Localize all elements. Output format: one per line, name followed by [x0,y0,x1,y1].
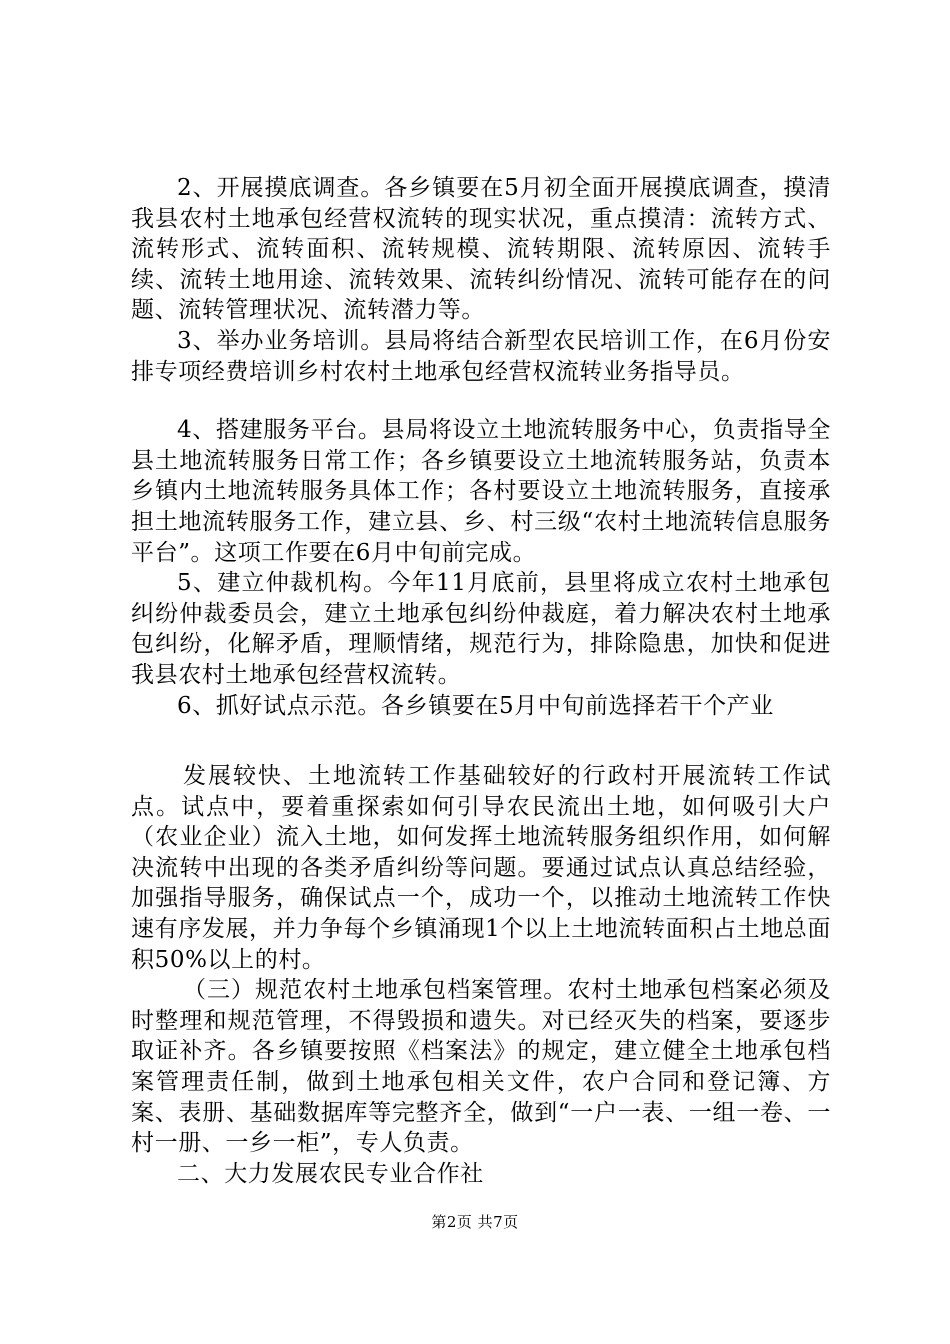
paragraph-service-platform: 4、搭建服务平台。县局将设立土地流转服务中心，负责指导全县土地流转服务日常工作；各乡镇要设立土地流转服务站，负责本乡镇内土地流转服务具体工作；各村要设立土地流转服务，直接承担土地流转服务工作，建立县、乡、村三级“农村土地流转信息服务平台”。这项工作要在6月中旬前完成。 [131,417,831,566]
page-footer: 第2页 共7页 [431,1213,519,1231]
paragraph-training: 3、举办业务培训。县局将结合新型农民培训工作，在6月份安排专项经费培训乡村农村土地承包经营权流转业务指导员。 [131,327,831,385]
paragraph-survey: 2、开展摸底调查。各乡镇要在5月初全面开展摸底调查，摸清我县农村土地承包经营权流转的现实状况，重点摸清：流转方式、流转形式、流转面积、流转规模、流转期限、流转原因、流转手续、流转土地用途、流转效果、流转纠纷情况、流转可能存在的问题、流转管理状况、流转潜力等。 [131,175,831,324]
paragraph-pilot-start: 6、抓好试点示范。各乡镇要在5月中旬前选择若干个产业 [177,692,774,719]
paragraph-pilot-continued: 发展较快、土地流转工作基础较好的行政村开展流转工作试点。试点中，要着重探索如何引导农民流出土地，如何吸引大户（农业企业）流入土地，如何发挥土地流转服务组织作用，如何解决流转中出现的各类矛盾纠纷等问题。要通过试点认真总结经验，加强指导服务，确保试点一个，成功一个，以推动土地流转工作快速有序发展，并力争每个乡镇涌现1个以上土地流转面积占土地总面积50%以上的村。 [131,763,831,973]
paragraph-archive-management: （三）规范农村土地承包档案管理。农村土地承包档案必须及时整理和规范管理，不得毁损和遗失。对已经灭失的档案，要逐步取证补齐。各乡镇要按照《档案法》的规定，建立健全土地承包档案管理责任制，做到土地承包相关文件，农户合同和登记簿、方案、表册、基础数据库等完整齐全，做到“一户一表、一组一卷、一村一册、一乡一柜”，专人负责。 [131,977,831,1157]
paragraph-arbitration: 5、建立仲裁机构。今年11月底前，县里将成立农村土地承包纠纷仲裁委员会，建立土地承包纠纷仲裁庭，着力解决农村土地承包纠纷，化解矛盾，理顺情绪，规范行为，排除隐患，加快和促进我县农村土地承包经营权流转。 [131,570,831,688]
document-body [131,173,831,1189]
section-heading-cooperatives: 二、大力发展农民专业合作社 [177,1160,484,1187]
